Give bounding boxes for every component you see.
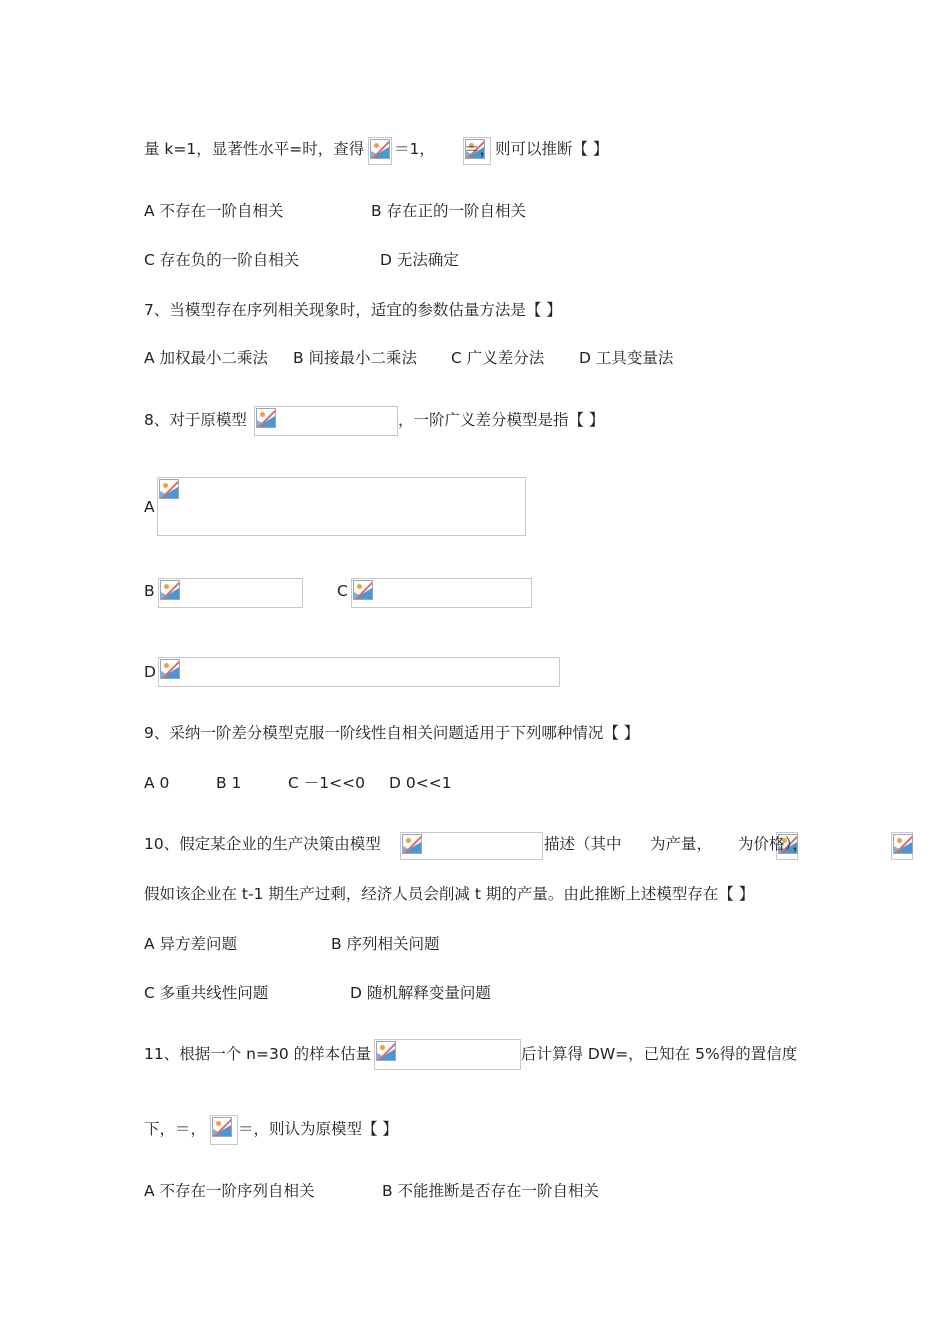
q7-option-d: D 工具变量法 [579,349,674,367]
q7-stem-text: 7、当模型存在序列相关现象时，适宜的参数估量方法是【 】 [144,301,562,319]
q8-option-b-label: B [144,582,155,600]
q10-stem-text-1: 10、假定某企业的生产决策由模型 [144,835,381,853]
q11-stem-text-2: 后计算得 DW=，已知在 5%得的置信度 [521,1045,798,1063]
formula-image [891,832,913,860]
q6-option-b: B 存在正的一阶自相关 [371,202,527,220]
q7-option-b: B 间接最小二乘法 [293,349,418,367]
q10-option-d: D 随机解释变量问题 [350,984,491,1002]
formula-image [374,1039,521,1070]
q8-stem-text-1: 8、对于原模型 [144,411,247,429]
q9-stem-text: 9、采纳一阶差分模型克服一阶线性自相关问题适用于下列哪种情况【 】 [144,724,640,742]
broken-image-icon [402,834,422,854]
broken-image-icon [160,580,180,600]
formula-image [254,406,398,436]
q6-option-c: C 存在负的一阶自相关 [144,251,300,269]
q8-stem [144,405,605,435]
q11-stem-text-1: 11、根据一个 n=30 的样本估量 [144,1045,372,1063]
broken-image-icon [893,834,913,854]
q8-option-b-formula-image [158,578,303,608]
q9-option-d: D 0<<1 [389,774,452,792]
q8-stem-text-2: ，一阶广义差分模型是指【 】 [398,411,605,429]
q8-option-a-formula-image [157,477,526,536]
formula-image [368,137,392,165]
q10-stem-text-4: 为价格）， [738,835,808,853]
q10-stem-text-5: 假如该企业在 t-1 期生产过剩，经济人员会削减 t 期的产量。由此推断上述模型存在【 】 [144,885,755,903]
q11-option-b: B 不能推断是否存在一阶自相关 [382,1182,600,1200]
q10-stem-text-3: 为产量， [650,835,713,853]
broken-image-icon [256,408,276,428]
formula-image [210,1115,238,1145]
broken-image-icon [160,659,180,679]
q8-option-c-formula-image [351,578,532,608]
q8-option-a-label: A [144,498,155,516]
q6-stem-line [144,134,609,164]
q9-option-c: C －1<<0 [288,774,365,792]
q8-option-d-label: D [144,663,156,681]
broken-image-icon [376,1041,396,1061]
q11-stem-line-2 [144,1114,398,1144]
q9-option-b: B 1 [216,774,242,792]
formula-image [400,832,543,860]
broken-image-icon [159,479,179,499]
q9-option-a: A 0 [144,774,170,792]
q11-option-a: A 不存在一阶序列自相关 [144,1182,315,1200]
q10-stem-line-1 [144,829,808,859]
q8-option-c-label: C [337,582,348,600]
q6-option-d: D 无法确定 [380,251,459,269]
q6-stem-text-3: ＝，则可以推断【 】 [464,140,609,158]
q10-option-c: C 多重共线性问题 [144,984,269,1002]
q10-stem-text-2: 描述（其中 [544,835,622,853]
broken-image-icon [353,580,373,600]
q10-option-b: B 序列相关问题 [331,935,440,953]
q7-option-a: A 加权最小二乘法 [144,349,269,367]
broken-image-icon [212,1117,232,1137]
q10-option-a: A 异方差问题 [144,935,238,953]
broken-image-icon [370,139,390,159]
q8-option-d-formula-image [158,657,560,687]
q6-stem-text-1: 量 k=1，显著性水平=时，查得 [144,140,365,158]
q11-stem-line-1 [144,1039,798,1069]
q6-stem-text-2: ＝1， [394,140,435,158]
q11-stem-text-4: ＝，则认为原模型【 】 [238,1120,398,1138]
q7-option-c: C 广义差分法 [451,349,545,367]
q11-stem-text-3: 下，＝， [144,1120,207,1138]
q6-option-a: A 不存在一阶自相关 [144,202,284,220]
